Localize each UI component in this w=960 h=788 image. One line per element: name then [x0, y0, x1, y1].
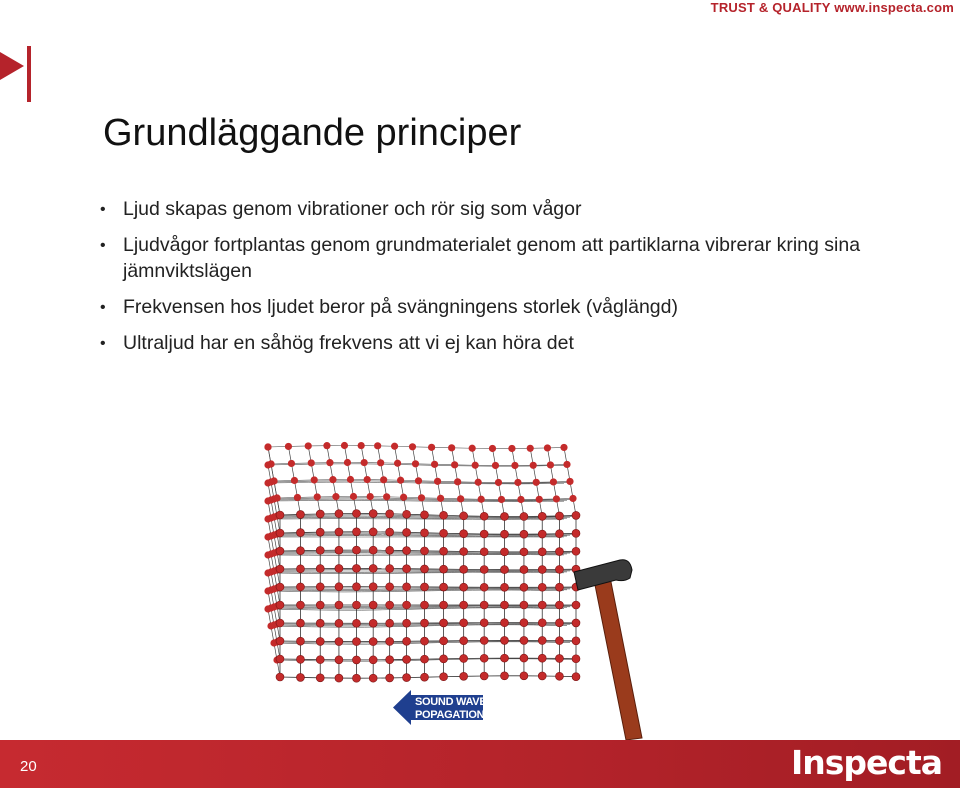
particle [572, 673, 580, 681]
particle [380, 476, 387, 483]
particle [335, 510, 343, 518]
particle [369, 564, 377, 572]
particle [514, 479, 521, 486]
particle [335, 619, 343, 627]
particle [547, 461, 554, 468]
particle [421, 511, 429, 519]
particle [480, 512, 488, 520]
particle [311, 476, 318, 483]
particle [352, 528, 360, 536]
particle [440, 547, 448, 555]
particle [386, 583, 394, 591]
particle [572, 619, 580, 627]
particle [489, 445, 496, 452]
bullet-item [100, 197, 920, 222]
particle [418, 494, 425, 501]
particle [440, 583, 448, 591]
particle [440, 601, 448, 609]
particle [440, 529, 448, 537]
particle [555, 548, 563, 556]
particle [500, 583, 508, 591]
particle [276, 583, 284, 591]
bullet-list [100, 197, 920, 368]
particle [270, 477, 277, 484]
particle [480, 672, 488, 680]
particle [480, 619, 488, 627]
particle [273, 494, 280, 501]
particle [475, 479, 482, 486]
particle [350, 493, 357, 500]
particle [316, 656, 324, 664]
particle [437, 495, 444, 502]
particle [520, 566, 528, 574]
particle [403, 619, 411, 627]
particle [386, 601, 394, 609]
particle [386, 510, 394, 518]
particle [296, 547, 304, 555]
particle [344, 459, 351, 466]
particle [469, 445, 476, 452]
particle [374, 442, 381, 449]
particle [555, 565, 563, 573]
particle [500, 672, 508, 680]
particle [480, 548, 488, 556]
particle [369, 656, 377, 664]
particle [421, 637, 429, 645]
particle [421, 601, 429, 609]
particle [520, 619, 528, 627]
particle [538, 654, 546, 662]
particle [440, 637, 448, 645]
particle [538, 530, 546, 538]
particle [457, 495, 464, 502]
particle [352, 546, 360, 554]
particle [352, 638, 360, 646]
particle [563, 461, 570, 468]
bullet-glyph: • [100, 299, 106, 317]
particle [500, 512, 508, 520]
header-tagline: TRUST & QUALITY www.inspecta.com [710, 0, 954, 15]
particle [323, 442, 330, 449]
bullet-text: Frekvensen hos ljudet beror på svängningens storlek (våglängd) [123, 296, 678, 319]
particle [308, 459, 315, 466]
particle [276, 637, 284, 645]
particle [264, 443, 271, 450]
bullet-text: Ultraljud har en såhög frekvens att vi ej kan höra det [123, 332, 574, 355]
particle [492, 462, 499, 469]
particle [329, 476, 336, 483]
particle [276, 529, 284, 537]
arrow-label-line2: POPAGATION [415, 709, 485, 721]
hammer-handle-icon [594, 577, 642, 740]
particle [335, 656, 343, 664]
particle [555, 512, 563, 520]
particle [460, 583, 468, 591]
particle [296, 529, 304, 537]
particle [296, 619, 304, 627]
particle [335, 674, 343, 682]
particle [400, 494, 407, 501]
particle [352, 510, 360, 518]
footer-bar [0, 740, 960, 788]
particle [276, 511, 284, 519]
particle [434, 478, 441, 485]
particle [500, 619, 508, 627]
page-number: 20 [20, 758, 37, 775]
particle [369, 638, 377, 646]
particle [555, 672, 563, 680]
particle [285, 443, 292, 450]
particle [335, 583, 343, 591]
particle [421, 619, 429, 627]
particle [527, 445, 534, 452]
particle [520, 636, 528, 644]
particle [394, 460, 401, 467]
particle [451, 461, 458, 468]
particle [267, 460, 274, 467]
particle [572, 655, 580, 663]
particle [460, 637, 468, 645]
particle [397, 477, 404, 484]
particle [403, 528, 411, 536]
particle [428, 444, 435, 451]
particle [555, 637, 563, 645]
particle [403, 655, 411, 663]
particle [536, 496, 543, 503]
bullet-glyph: • [100, 201, 106, 218]
particle [569, 495, 576, 502]
particle [369, 583, 377, 591]
particle [352, 583, 360, 591]
particle [316, 546, 324, 554]
particle [478, 496, 485, 503]
particle [358, 442, 365, 449]
particle [520, 654, 528, 662]
particle [538, 619, 546, 627]
particle [332, 493, 339, 500]
particle [460, 565, 468, 573]
particle [369, 510, 377, 518]
particle [448, 444, 455, 451]
particle [520, 512, 528, 520]
arrow-label-line1: SOUND WAVE [415, 696, 487, 708]
particle [296, 510, 304, 518]
particle [294, 494, 301, 501]
particle [326, 459, 333, 466]
particle [276, 673, 284, 681]
particle [454, 478, 461, 485]
particle [403, 601, 411, 609]
bullet-item [100, 331, 920, 356]
particle [530, 462, 537, 469]
particle [316, 674, 324, 682]
particle [352, 619, 360, 627]
bullet-glyph: • [100, 237, 106, 255]
particle [460, 601, 468, 609]
particle [288, 460, 295, 467]
bullet-text: Ljudvågor fortplantas genom grundmaterialet genom att partiklarna vibrerar kring sina jämnviktslägen [123, 234, 861, 282]
particle [377, 459, 384, 466]
particle [421, 583, 429, 591]
particle [517, 496, 524, 503]
particle [538, 583, 546, 591]
particle [460, 619, 468, 627]
particle [296, 583, 304, 591]
particle [403, 674, 411, 682]
particle [369, 528, 377, 536]
particle [421, 547, 429, 555]
particle [555, 654, 563, 662]
particle [538, 601, 546, 609]
particle [460, 530, 468, 538]
particle [409, 443, 416, 450]
particle [391, 443, 398, 450]
particle [386, 546, 394, 554]
particle [296, 637, 304, 645]
particle [386, 565, 394, 573]
particle [296, 655, 304, 663]
particle [533, 479, 540, 486]
particle [520, 672, 528, 680]
particle [572, 637, 580, 645]
particle [305, 442, 312, 449]
particle [500, 530, 508, 538]
particle [412, 460, 419, 467]
particle [341, 442, 348, 449]
particle [335, 601, 343, 609]
particle [403, 637, 411, 645]
particle [440, 511, 448, 519]
particle [555, 583, 563, 591]
particle [440, 673, 448, 681]
sound-wave-arrow [393, 690, 487, 725]
corner-arrow-icon [0, 46, 34, 102]
particle [386, 619, 394, 627]
particle [480, 530, 488, 538]
particle [538, 636, 546, 644]
particle [544, 444, 551, 451]
particle [421, 529, 429, 537]
particle [421, 673, 429, 681]
particle [367, 493, 374, 500]
bullet-glyph: • [100, 335, 106, 353]
particle [316, 601, 324, 609]
particle [538, 548, 546, 556]
particle [347, 476, 354, 483]
particle [538, 566, 546, 574]
particle [500, 548, 508, 556]
particle [316, 510, 324, 518]
particle [386, 674, 394, 682]
particle [511, 462, 518, 469]
particle [352, 564, 360, 572]
particle [460, 548, 468, 556]
particle [566, 478, 573, 485]
particle [440, 619, 448, 627]
particle [520, 530, 528, 538]
particle [316, 637, 324, 645]
particle [421, 655, 429, 663]
particle [550, 478, 557, 485]
particle [296, 601, 304, 609]
particle [352, 656, 360, 664]
particle [352, 674, 360, 682]
particle [572, 511, 580, 519]
particle [480, 654, 488, 662]
particle [538, 672, 546, 680]
particle [440, 565, 448, 573]
particle [276, 655, 284, 663]
particle [364, 476, 371, 483]
slide-title: Grundläggande principer [103, 112, 522, 154]
particle [361, 459, 368, 466]
particle [383, 493, 390, 500]
particle [495, 479, 502, 486]
particle [538, 512, 546, 520]
particle [500, 601, 508, 609]
particle [403, 565, 411, 573]
particle [316, 528, 324, 536]
particle [403, 583, 411, 591]
particle [369, 674, 377, 682]
particle [460, 654, 468, 662]
particle [415, 477, 422, 484]
particle [480, 583, 488, 591]
particle [316, 619, 324, 627]
particle [480, 565, 488, 573]
particle [314, 493, 321, 500]
particle [296, 673, 304, 681]
bullet-text: Ljud skapas genom vibrationer och rör sig som vågor [123, 198, 582, 220]
particle [421, 565, 429, 573]
particle [431, 461, 438, 468]
particle [520, 601, 528, 609]
bullet-item [100, 233, 920, 284]
particle [508, 445, 515, 452]
particle [572, 601, 580, 609]
particle [386, 656, 394, 664]
particle [440, 655, 448, 663]
particle [316, 583, 324, 591]
particle [500, 636, 508, 644]
inspecta-logo: Inspecta [790, 743, 942, 782]
particle [572, 529, 580, 537]
particle [369, 601, 377, 609]
particle [386, 637, 394, 645]
particle [480, 601, 488, 609]
particle [555, 619, 563, 627]
particle [403, 547, 411, 555]
particle [403, 510, 411, 518]
particle [369, 546, 377, 554]
particle [386, 528, 394, 536]
particle [555, 601, 563, 609]
particle [498, 496, 505, 503]
particle [572, 547, 580, 555]
particle [276, 601, 284, 609]
particle [560, 444, 567, 451]
particle [335, 564, 343, 572]
particle [500, 566, 508, 574]
particle [316, 565, 324, 573]
particle [520, 548, 528, 556]
particle [291, 477, 298, 484]
particle [276, 565, 284, 573]
particle [480, 637, 488, 645]
particle [335, 528, 343, 536]
particle [276, 619, 284, 627]
bullet-item [100, 295, 920, 320]
particle [335, 638, 343, 646]
particle [500, 654, 508, 662]
particle [296, 565, 304, 573]
particle [369, 619, 377, 627]
particle [276, 547, 284, 555]
particle [555, 530, 563, 538]
particle [460, 672, 468, 680]
particle [460, 512, 468, 520]
particle [520, 583, 528, 591]
particle [553, 495, 560, 502]
particle [472, 462, 479, 469]
particle [335, 546, 343, 554]
particle [352, 601, 360, 609]
